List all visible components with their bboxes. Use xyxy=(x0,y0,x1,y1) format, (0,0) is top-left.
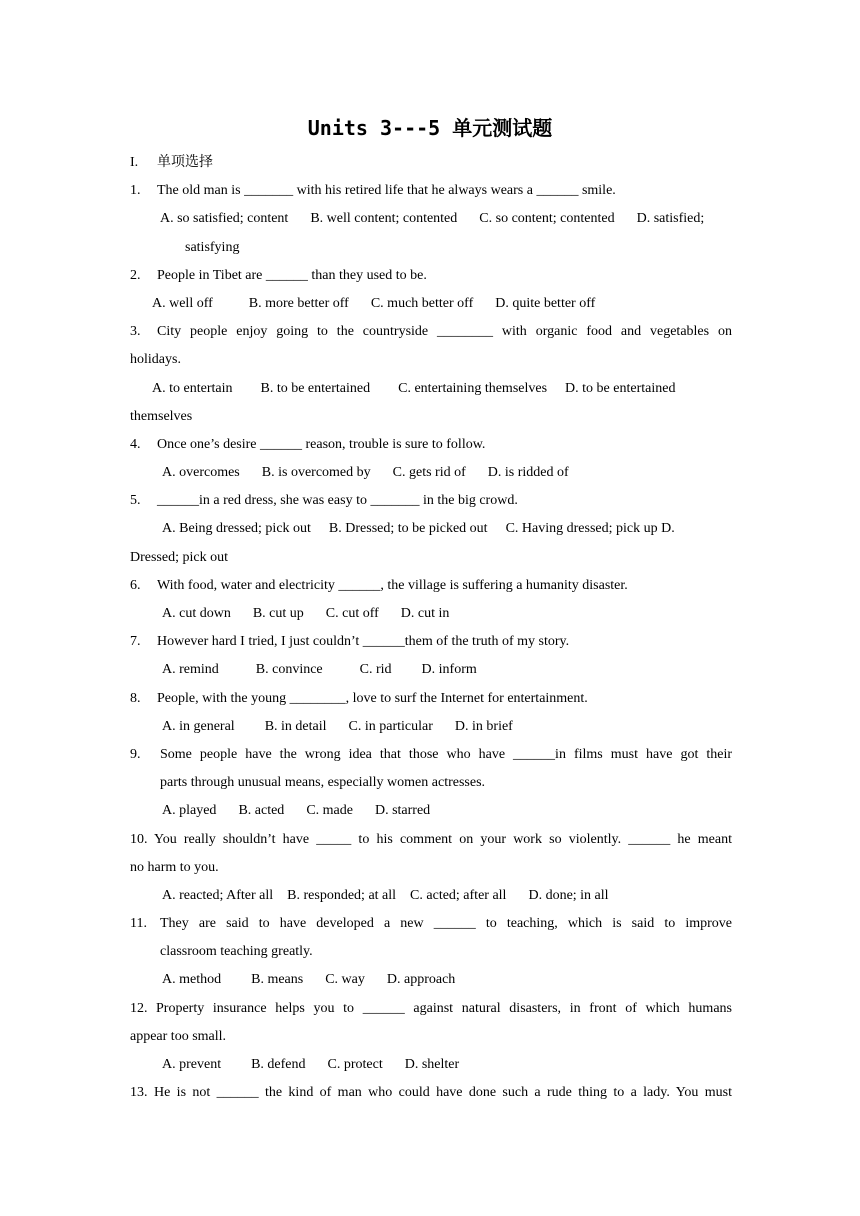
question-11-options xyxy=(130,966,732,994)
option-a: A. prevent xyxy=(162,1057,222,1072)
option-a: A. so satisfied; content xyxy=(160,211,289,227)
question-stem: Once one’s desire ______ reason, trouble is sure to follow. xyxy=(157,436,486,452)
option-a: A. overcomes xyxy=(162,465,240,481)
question-3 xyxy=(130,318,732,346)
question-stem: With food, water and electricity ______, the village is suffering a humanity disaster. xyxy=(157,577,628,593)
option-c: C. made xyxy=(306,803,353,819)
option-d: D. inform xyxy=(421,662,477,678)
question-stem: People in Tibet are ______ than they used to be. xyxy=(157,267,427,283)
question-stem-continued: holidays. xyxy=(130,352,181,368)
option-b: B. responded; at all xyxy=(287,887,397,903)
question-6-options xyxy=(130,600,732,628)
option-a: A. played xyxy=(162,803,217,819)
question-stem-continued: parts through unusual means, especially women actresses. xyxy=(160,775,486,791)
question-stem: You really shouldn’t have _____ to his comment on your work so violently. ______ he meant xyxy=(154,831,732,847)
question-stem: People, with the young ________, love to surf the Internet for entertainment. xyxy=(157,690,588,706)
option-a: A. cut down xyxy=(162,606,231,621)
option-c: C. in particular xyxy=(348,718,433,734)
question-stem: Some people have the wrong idea that those who have ______in films must have got their xyxy=(160,746,732,762)
option-d: D. cut in xyxy=(400,606,450,621)
question-number: 13. xyxy=(130,1085,148,1101)
question-13 xyxy=(130,1079,732,1107)
question-12 xyxy=(130,995,732,1023)
option-c: C. rid xyxy=(359,662,392,678)
question-stem-continued: appear too small. xyxy=(130,1028,227,1044)
question-8-options xyxy=(130,713,732,741)
question-11 xyxy=(130,910,732,938)
question-4 xyxy=(130,431,732,459)
question-2 xyxy=(130,262,732,290)
option-a: A. well off xyxy=(152,295,213,311)
option-d: D. shelter xyxy=(404,1057,460,1072)
question-stem: He is not ______ the kind of man who could have done such a rude thing to a lady. You must xyxy=(154,1085,732,1101)
option-c: C. much better off xyxy=(370,295,474,311)
question-stem: Property insurance helps you to ______ against natural disasters, in front of which humans xyxy=(156,1000,732,1016)
question-7 xyxy=(130,628,732,656)
question-stem: They are said to have developed a new ______ to teaching, which is said to improve xyxy=(160,916,732,932)
option-b: B. means xyxy=(251,972,304,988)
option-a: A. method xyxy=(162,972,222,988)
question-number: 8. xyxy=(130,690,141,706)
option-c: C. way xyxy=(325,972,365,988)
option-d: D. in brief xyxy=(454,718,513,734)
question-4-options xyxy=(130,459,732,487)
option-b: B. in detail xyxy=(264,718,327,734)
option-d: D. starred xyxy=(374,803,431,819)
question-number: 11. xyxy=(130,916,147,932)
section-number: I. xyxy=(130,155,139,170)
option-b: B. Dressed; to be picked out xyxy=(328,521,488,537)
question-number: 2. xyxy=(130,267,141,283)
question-number: 10. xyxy=(130,831,148,847)
question-2-options xyxy=(130,290,732,318)
option-d: D. approach xyxy=(386,972,456,988)
option-b: B. well content; contented xyxy=(310,211,458,227)
question-5-options xyxy=(130,515,732,543)
question-stem: ______in a red dress, she was easy to _______ in the big crowd. xyxy=(157,493,518,509)
question-stem-continued: classroom teaching greatly. xyxy=(160,944,313,960)
option-d: D. satisfied; xyxy=(636,211,705,227)
question-stem: However hard I tried, I just couldn’t ______them of the truth of my story. xyxy=(157,634,570,650)
question-number: 3. xyxy=(130,324,141,340)
question-9 xyxy=(130,741,732,769)
section-header xyxy=(130,149,732,177)
option-a: A. remind xyxy=(162,662,219,678)
question-1-options xyxy=(130,205,732,233)
option-c: C. gets rid of xyxy=(392,465,466,481)
question-10-options xyxy=(130,882,732,910)
option-b: B. defend xyxy=(251,1057,306,1072)
option-d: D. to be entertained xyxy=(565,380,676,396)
option-c: C. Having dressed; pick up D. xyxy=(505,521,675,537)
option-a: A. Being dressed; pick out xyxy=(162,521,311,537)
question-7-options xyxy=(130,656,732,684)
option-d-continued: themselves xyxy=(130,408,193,424)
question-number: 4. xyxy=(130,436,141,452)
option-b: B. convince xyxy=(255,662,323,678)
option-c: C. acted; after all xyxy=(410,887,507,903)
option-b: B. to be entertained xyxy=(260,380,371,396)
section-title: 单项选择 xyxy=(157,155,213,170)
question-1 xyxy=(130,177,732,205)
question-9-options xyxy=(130,797,732,825)
option-b: B. is overcomed by xyxy=(261,465,371,481)
question-number: 6. xyxy=(130,577,141,593)
option-b: B. cut up xyxy=(252,606,304,621)
option-b: B. acted xyxy=(238,803,285,819)
option-c: C. entertaining themselves xyxy=(398,380,548,396)
question-stem: City people enjoy going to the countryside ________ with organic food and vegetables on xyxy=(157,324,732,340)
option-c: C. protect xyxy=(327,1057,383,1072)
option-d-continued: satisfying xyxy=(185,239,240,255)
question-8 xyxy=(130,685,732,713)
question-number: 12. xyxy=(130,1000,148,1016)
option-d-continued: Dressed; pick out xyxy=(130,549,228,565)
option-a: A. to entertain xyxy=(152,380,233,396)
question-10 xyxy=(130,826,732,854)
page-title: Units 3---5 单元测试题 xyxy=(307,116,553,140)
question-5 xyxy=(130,487,732,515)
question-number: 1. xyxy=(130,183,141,199)
question-number: 7. xyxy=(130,634,141,650)
option-d: D. is ridded of xyxy=(487,465,569,481)
question-3-options xyxy=(130,375,732,403)
option-b: B. more better off xyxy=(248,295,349,311)
question-12-options xyxy=(130,1051,732,1079)
option-a: A. in general xyxy=(162,718,235,734)
question-number: 5. xyxy=(130,493,141,509)
option-c: C. cut off xyxy=(325,606,379,621)
question-stem-continued: no harm to you. xyxy=(130,859,219,875)
option-c: C. so content; contented xyxy=(479,211,615,227)
question-number: 9. xyxy=(130,746,141,762)
question-stem: The old man is _______ with his retired life that he always wears a ______ smile. xyxy=(157,183,616,199)
question-list xyxy=(130,149,732,1107)
option-d: D. done; in all xyxy=(528,887,609,903)
option-d: D. quite better off xyxy=(495,295,596,311)
option-a: A. reacted; After all xyxy=(162,887,274,903)
question-6 xyxy=(130,572,732,600)
